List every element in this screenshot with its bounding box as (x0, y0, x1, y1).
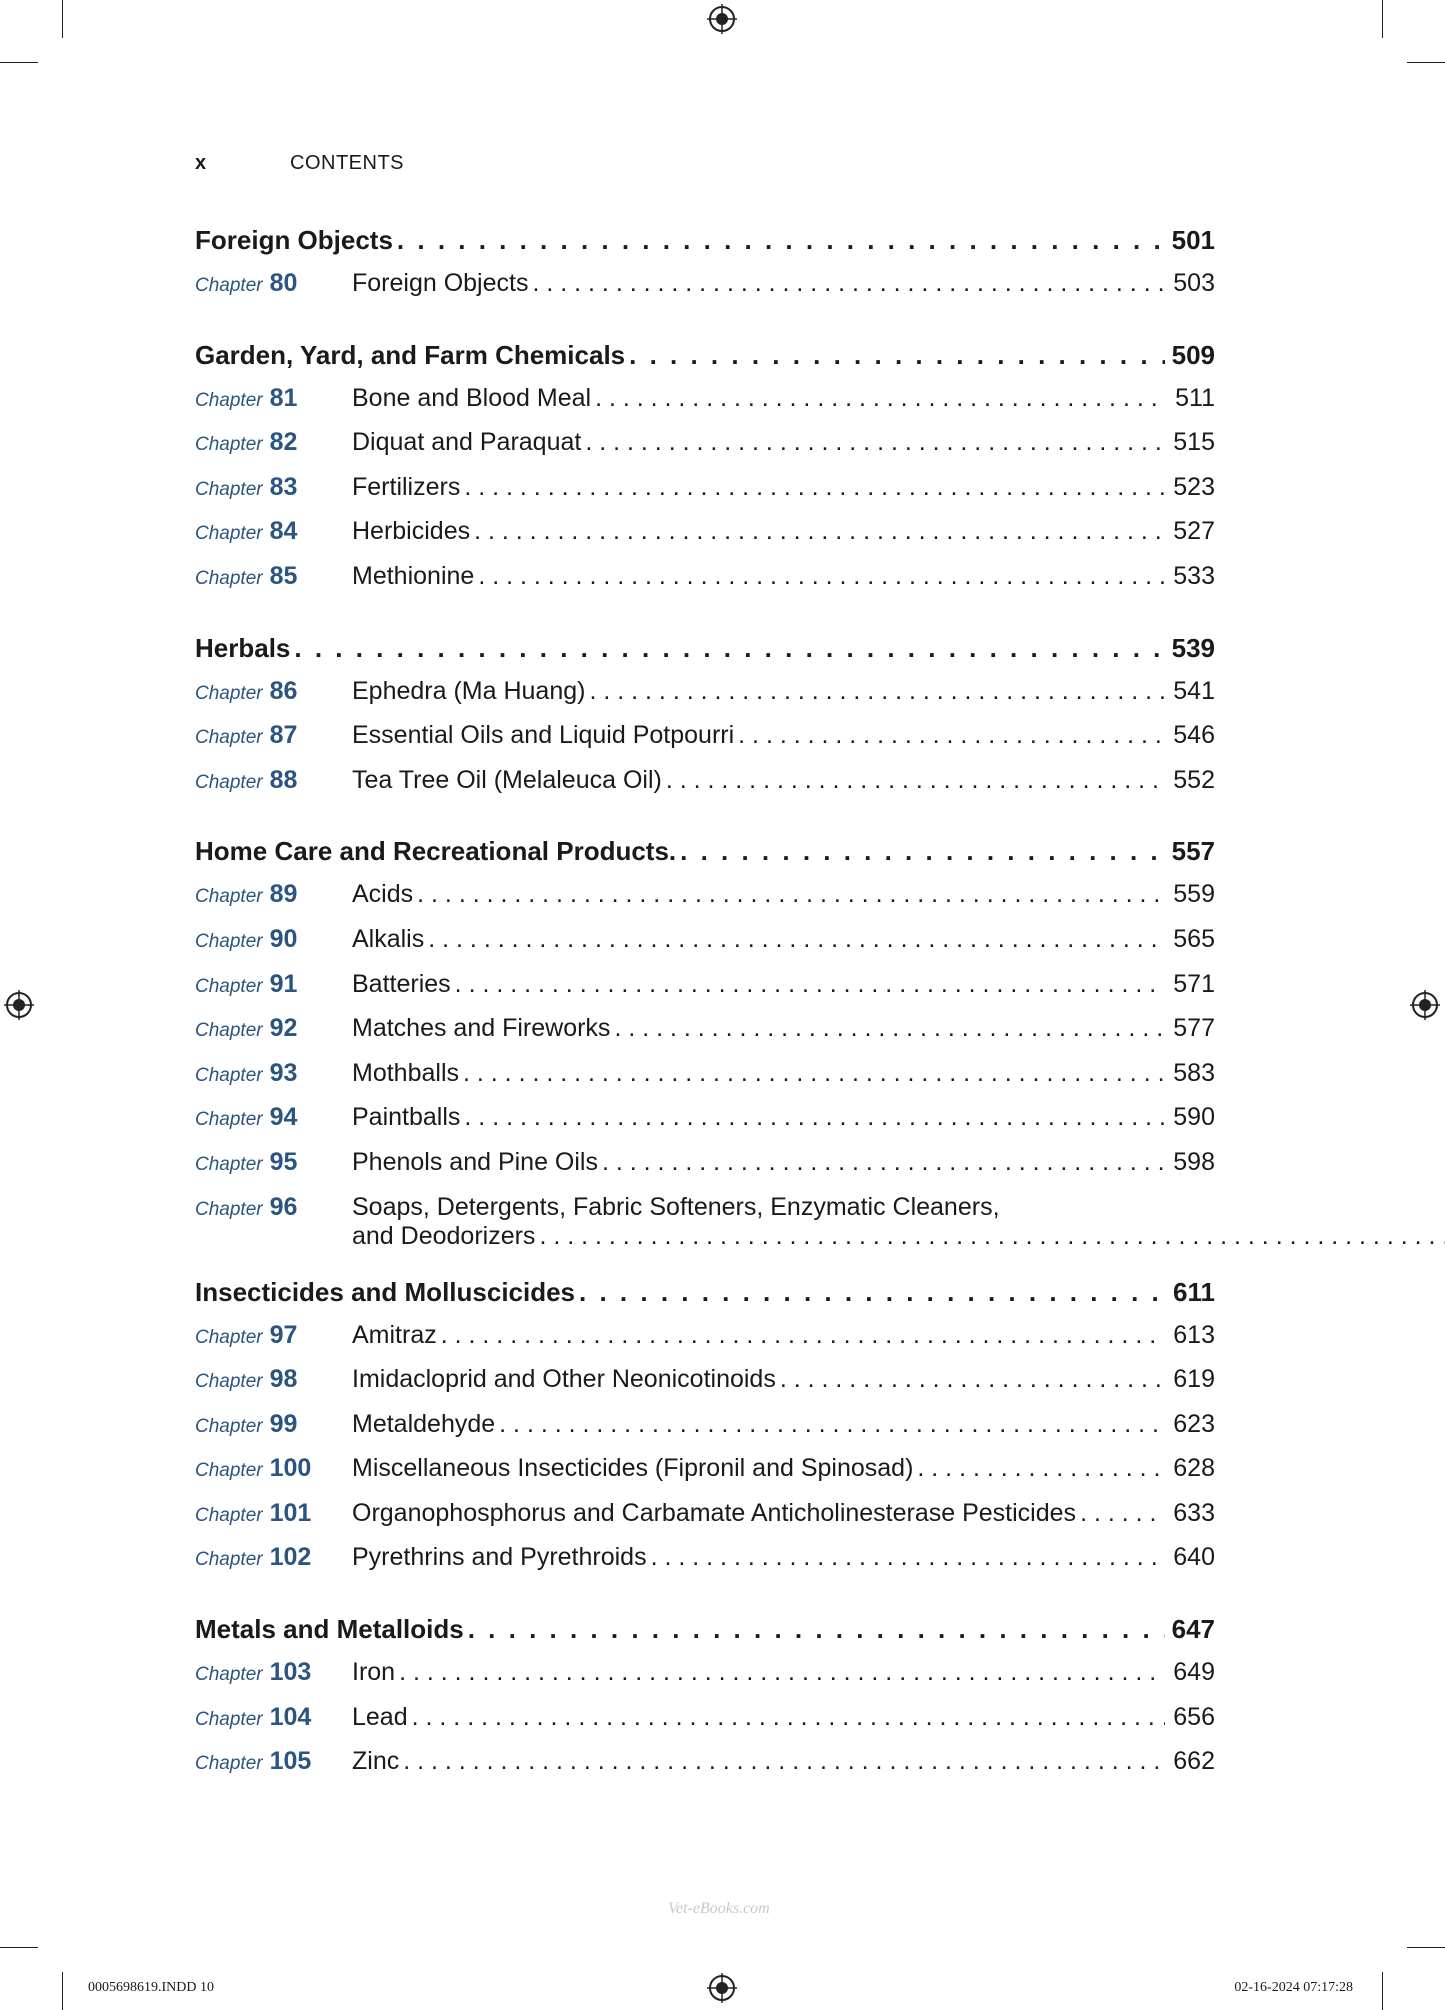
chapter-title: Tea Tree Oil (Melaleuca Oil) (352, 765, 662, 794)
chapter-label (195, 1499, 352, 1528)
chapter-number: 88 (269, 765, 298, 794)
chapter-word: Chapter (195, 1020, 263, 1042)
chapter-word: Chapter (195, 771, 263, 793)
dot-leader (651, 1543, 1165, 1572)
chapter-number: 98 (269, 1365, 298, 1394)
chapter-page: 619 (1173, 1365, 1215, 1394)
section-heading-row[interactable] (195, 633, 1215, 677)
chapter-word: Chapter (195, 523, 263, 545)
dot-leader (417, 880, 1165, 909)
chapter-title: Diquat and Paraquat (352, 428, 582, 457)
chapter-word: Chapter (195, 1460, 263, 1482)
chapter-label (195, 1410, 352, 1439)
chapter-page: 623 (1173, 1409, 1215, 1438)
chapter-label (195, 1543, 352, 1572)
chapter-number: 100 (269, 1454, 312, 1483)
chapter-label (195, 1014, 352, 1043)
dot-leader (294, 633, 1165, 664)
dot-leader (464, 473, 1165, 502)
chapter-word: Chapter (195, 1198, 263, 1220)
dot-leader (397, 225, 1165, 256)
chapter-title: Lead (352, 1702, 408, 1731)
crop-mark (1382, 0, 1383, 38)
chapter-word: Chapter (195, 1664, 263, 1686)
chapter-title: Foreign Objects (352, 269, 529, 297)
chapter-number: 96 (269, 1192, 298, 1221)
chapter-title: Imidacloprid and Other Neonicotinoids (352, 1365, 776, 1394)
chapter-row[interactable] (195, 1703, 1215, 1748)
chapter-title: Metaldehyde (352, 1409, 496, 1438)
footer-file: 0005698619.INDD 10 (88, 1980, 214, 1995)
chapter-number: 95 (269, 1147, 298, 1176)
section-heading-row[interactable] (195, 340, 1215, 384)
chapter-label (195, 269, 352, 298)
chapter-word: Chapter (195, 1753, 263, 1775)
chapter-page: 552 (1173, 765, 1215, 794)
chapter-word: Chapter (195, 1153, 263, 1175)
chapter-number: 99 (269, 1409, 298, 1438)
chapter-row[interactable] (195, 677, 1215, 722)
chapter-page: 559 (1173, 880, 1215, 909)
registration-mark-icon (707, 1973, 737, 2003)
chapter-number: 83 (269, 472, 298, 501)
chapter-page: 640 (1173, 1543, 1215, 1572)
dot-leader (428, 925, 1165, 954)
chapter-label (195, 766, 352, 795)
chapter-title: Fertilizers (352, 472, 461, 501)
chapter-label (195, 1747, 352, 1776)
dot-leader (602, 1148, 1165, 1177)
page-number: x (195, 152, 207, 174)
chapter-title: Zinc (352, 1747, 400, 1776)
chapter-page: 511 (1175, 383, 1215, 412)
chapter-title: Batteries (352, 969, 451, 998)
registration-mark-icon (707, 4, 737, 34)
chapter-label (195, 970, 352, 999)
crop-mark (0, 62, 38, 63)
dot-leader (595, 384, 1165, 413)
chapter-word: Chapter (195, 1708, 263, 1730)
dot-leader (780, 1365, 1165, 1394)
chapter-title: Essential Oils and Liquid Potpourri (352, 721, 735, 750)
chapter-word: Chapter (195, 1326, 263, 1348)
crop-mark (62, 1972, 63, 2010)
crop-mark (1407, 1947, 1445, 1948)
chapter-label (195, 1454, 352, 1483)
chapter-word: Chapter (195, 930, 263, 952)
chapter-word: Chapter (195, 886, 263, 908)
chapter-row[interactable] (195, 1543, 1215, 1588)
chapter-label (195, 1103, 352, 1132)
chapter-number: 103 (269, 1658, 312, 1687)
dot-leader (455, 970, 1165, 999)
chapter-page: 633 (1173, 1498, 1215, 1527)
chapter-word: Chapter (195, 275, 263, 296)
chapter-word: Chapter (195, 1415, 263, 1437)
section-heading-row[interactable] (195, 1614, 1215, 1658)
chapter-row[interactable] (195, 473, 1215, 518)
dot-leader (468, 1614, 1165, 1645)
chapter-word: Chapter (195, 727, 263, 749)
chapter-number: 81 (269, 383, 298, 412)
chapter-page: 577 (1173, 1014, 1215, 1043)
chapter-page: 533 (1173, 561, 1215, 590)
dot-leader (412, 1703, 1165, 1732)
chapter-row[interactable] (195, 1365, 1215, 1410)
chapter-label (195, 1658, 352, 1687)
registration-mark-icon (1410, 990, 1440, 1020)
chapter-number: 92 (269, 1014, 298, 1043)
chapter-label (195, 880, 352, 909)
chapter-title: Organophosphorus and Carbamate Anticholinesterase Pesticides (352, 1498, 1077, 1527)
chapter-number: 87 (269, 721, 298, 750)
chapter-word: Chapter (195, 434, 263, 456)
chapter-row[interactable] (195, 1658, 1215, 1703)
chapter-row[interactable] (195, 1059, 1215, 1104)
section-page: 509 (1171, 339, 1215, 370)
chapter-number: 80 (269, 269, 298, 297)
chapter-number: 90 (269, 924, 298, 953)
chapter-label (195, 1193, 352, 1222)
chapter-word: Chapter (195, 1504, 263, 1526)
section-title: Foreign Objects (195, 225, 393, 255)
chapter-word: Chapter (195, 975, 263, 997)
dot-leader (539, 1222, 1445, 1251)
chapter-title: Miscellaneous Insecticides (Fipronil and Spinosad) (352, 1454, 914, 1483)
chapter-page: 598 (1173, 1147, 1215, 1176)
chapter-row[interactable] (195, 1103, 1215, 1148)
chapter-title: Phenols and Pine Oils (352, 1147, 598, 1176)
chapter-row[interactable] (195, 1193, 1215, 1251)
chapter-page: 656 (1173, 1702, 1215, 1731)
chapter-title: Ephedra (Ma Huang) (352, 676, 586, 705)
dot-leader (917, 1454, 1165, 1483)
chapter-title: Paintballs (352, 1103, 461, 1132)
chapter-title: Bone and Blood Meal (352, 383, 592, 412)
chapter-page: 503 (1173, 269, 1215, 297)
chapter-row[interactable] (195, 517, 1215, 562)
dot-leader (579, 1277, 1165, 1308)
chapter-title: Amitraz (352, 1320, 437, 1349)
chapter-word: Chapter (195, 1549, 263, 1571)
chapter-title: Soaps, Detergents, Fabric Softeners, Enzymatic Cleaners, (352, 1192, 1000, 1221)
chapter-label (195, 384, 352, 413)
chapter-row[interactable] (195, 1014, 1215, 1059)
section-title: Insecticides and Molluscicides (195, 1276, 576, 1307)
chapter-number: 91 (269, 969, 298, 998)
dot-leader (532, 269, 1165, 298)
chapter-title-continued: and Deodorizers (352, 1221, 536, 1250)
chapter-page: 527 (1173, 517, 1215, 546)
chapter-word: Chapter (195, 478, 263, 500)
section-heading-row[interactable] (195, 1277, 1215, 1321)
dot-leader (585, 428, 1165, 457)
table-of-contents (195, 225, 1215, 1818)
section-heading-row[interactable] (195, 225, 1215, 269)
dot-leader (680, 836, 1165, 867)
dot-leader (441, 1321, 1165, 1350)
chapter-title: Mothballs (352, 1058, 459, 1087)
section-title: Herbals (195, 632, 291, 663)
chapter-word: Chapter (195, 682, 263, 704)
section-title: Home Care and Recreational Products. (195, 836, 677, 867)
chapter-title: Acids (352, 880, 414, 909)
chapter-number: 102 (269, 1543, 312, 1572)
section-heading-row[interactable] (195, 836, 1215, 880)
chapter-number: 86 (269, 676, 298, 705)
chapter-row[interactable] (195, 384, 1215, 429)
chapter-number: 84 (269, 517, 298, 546)
chapter-row[interactable] (195, 1321, 1215, 1366)
chapter-title: Matches and Fireworks (352, 1014, 611, 1043)
toc-section (195, 1614, 1215, 1792)
chapter-page: 590 (1173, 1103, 1215, 1132)
chapter-row[interactable] (195, 721, 1215, 766)
chapter-label (195, 428, 352, 457)
chapter-label (195, 1365, 352, 1394)
chapter-label (195, 1321, 352, 1350)
footer-timestamp: 02-16-2024 07:17:28 (1234, 1980, 1353, 1995)
chapter-page: 571 (1173, 969, 1215, 998)
chapter-row[interactable] (195, 1148, 1215, 1193)
chapter-word: Chapter (195, 1371, 263, 1393)
chapter-page: 628 (1173, 1454, 1215, 1483)
chapter-number: 101 (269, 1498, 312, 1527)
chapter-label (195, 1703, 352, 1732)
chapter-number: 104 (269, 1702, 312, 1731)
chapter-label (195, 562, 352, 591)
chapter-row[interactable] (195, 428, 1215, 473)
toc-section (195, 633, 1215, 811)
watermark: Vet-eBooks.com (668, 1900, 770, 1917)
running-title: CONTENTS (290, 152, 404, 174)
chapter-row[interactable] (195, 766, 1215, 811)
crop-mark (0, 1947, 38, 1948)
chapter-row[interactable] (195, 1747, 1215, 1792)
section-page: 557 (1171, 836, 1215, 867)
section-page: 647 (1171, 1614, 1215, 1645)
dot-leader (738, 721, 1165, 750)
dot-leader (589, 677, 1165, 706)
chapter-number: 82 (269, 428, 298, 457)
chapter-row[interactable] (195, 1410, 1215, 1455)
dot-leader (499, 1410, 1165, 1439)
chapter-title: Pyrethrins and Pyrethroids (352, 1543, 647, 1572)
section-page: 539 (1171, 632, 1215, 663)
chapter-title: Alkalis (352, 924, 425, 953)
chapter-number: 85 (269, 561, 298, 590)
dot-leader (463, 1059, 1165, 1088)
chapter-word: Chapter (195, 567, 263, 589)
toc-section (195, 1277, 1215, 1589)
chapter-word: Chapter (195, 1064, 263, 1086)
chapter-label (195, 677, 352, 706)
dot-leader (464, 1103, 1165, 1132)
dot-leader (1080, 1499, 1165, 1528)
dot-leader (478, 562, 1165, 591)
chapter-row[interactable] (195, 925, 1215, 970)
chapter-row[interactable] (195, 269, 1215, 314)
chapter-number: 94 (269, 1103, 298, 1132)
chapter-number: 97 (269, 1320, 298, 1349)
chapter-number: 105 (269, 1747, 312, 1776)
toc-section (195, 225, 1215, 314)
section-page: 611 (1173, 1276, 1215, 1307)
chapter-page: 565 (1173, 924, 1215, 953)
chapter-number: 93 (269, 1058, 298, 1087)
dot-leader (614, 1014, 1165, 1043)
chapter-title: Methionine (352, 561, 475, 590)
chapter-title: Iron (352, 1658, 396, 1687)
crop-mark (1382, 1972, 1383, 2010)
chapter-page: 546 (1173, 721, 1215, 750)
dot-leader (474, 517, 1165, 546)
chapter-label (195, 1059, 352, 1088)
chapter-row[interactable] (195, 562, 1215, 607)
crop-mark (1407, 62, 1445, 63)
registration-mark-icon (4, 990, 34, 1020)
chapter-label (195, 721, 352, 750)
chapter-row[interactable] (195, 880, 1215, 925)
chapter-label (195, 517, 352, 546)
chapter-word: Chapter (195, 389, 263, 411)
chapter-label (195, 473, 352, 502)
chapter-label (195, 925, 352, 954)
crop-mark (62, 0, 63, 38)
dot-leader (399, 1658, 1165, 1687)
chapter-page: 523 (1173, 472, 1215, 501)
chapter-label (195, 1148, 352, 1177)
toc-section (195, 836, 1215, 1250)
chapter-page: 515 (1173, 428, 1215, 457)
section-title: Garden, Yard, and Farm Chemicals (195, 339, 626, 370)
chapter-page: 613 (1173, 1320, 1215, 1349)
dot-leader (666, 766, 1165, 795)
chapter-page: 649 (1173, 1658, 1215, 1687)
chapter-row[interactable] (195, 1454, 1215, 1499)
section-page: 501 (1171, 225, 1215, 255)
dot-leader (629, 340, 1165, 371)
chapter-word: Chapter (195, 1109, 263, 1131)
chapter-page: 583 (1173, 1058, 1215, 1087)
chapter-row[interactable] (195, 1499, 1215, 1544)
section-title: Metals and Metalloids (195, 1614, 464, 1645)
chapter-number: 89 (269, 880, 298, 909)
chapter-page: 541 (1173, 676, 1215, 705)
dot-leader (403, 1747, 1165, 1776)
chapter-page: 662 (1173, 1747, 1215, 1776)
chapter-row[interactable] (195, 970, 1215, 1015)
chapter-title: Herbicides (352, 517, 471, 546)
toc-section (195, 340, 1215, 607)
